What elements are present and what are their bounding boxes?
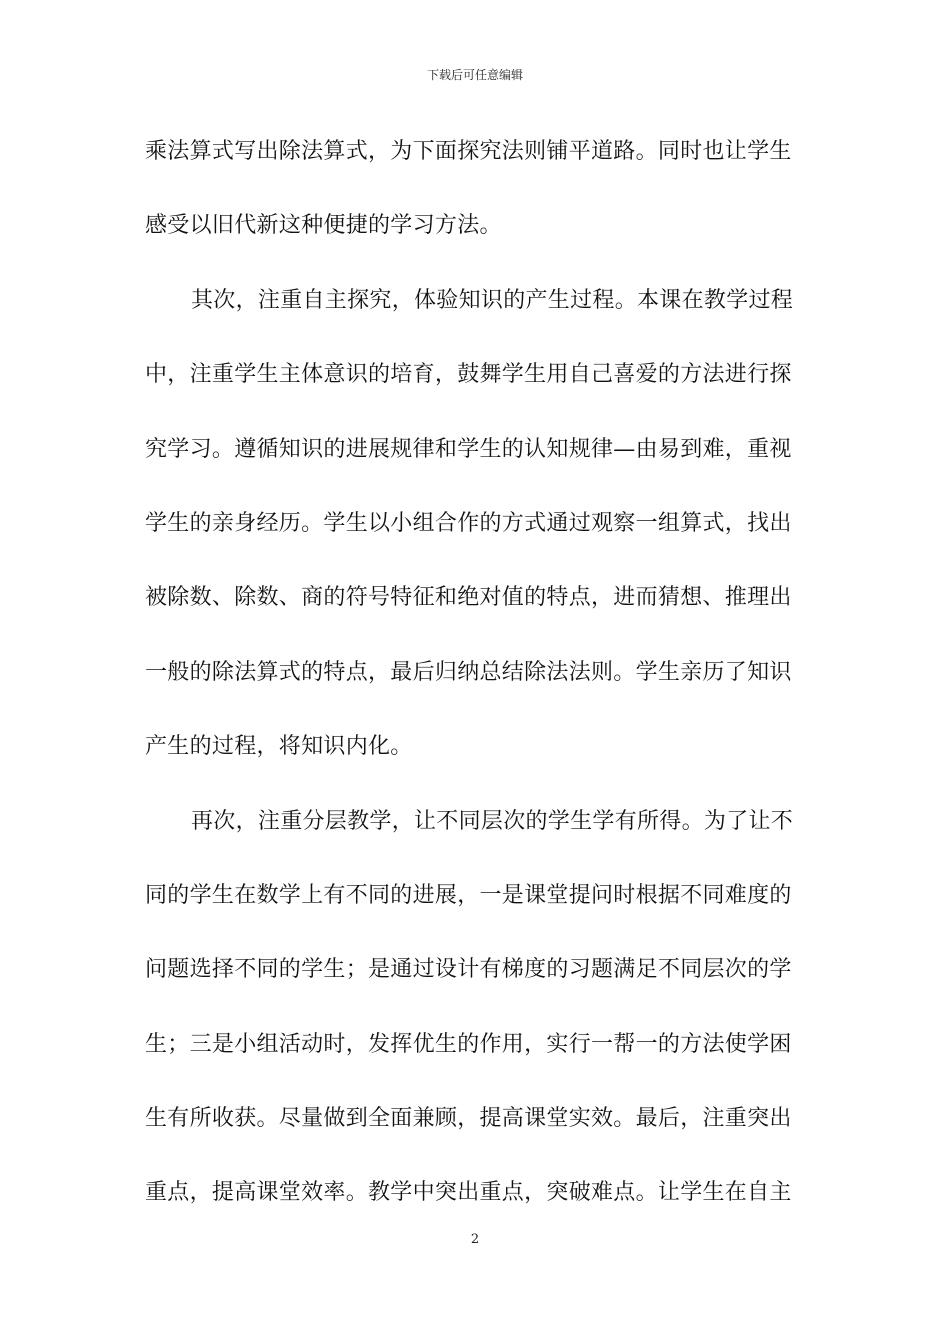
text-line: 被除数、除数、商的符号特征和绝对值的特点，进而猜想、推理出 [145,585,792,611]
text-line: 生；三是小组活动时，发挥优生的作用，实行一帮一的方法使学困 [145,1031,792,1057]
text-line: 问题选择不同的学生；是通过设计有梯度的习题满足不同层次的学 [145,957,792,983]
page-header: 下载后可任意编辑 [426,68,523,82]
text-line: 中，注重学生主体意识的培育，鼓舞学生用自己喜爱的方法进行探 [145,362,792,388]
text-line: 再次，注重分层教学，让不同层次的学生学有所得。为了让不 [191,808,794,834]
text-line: 同的学生在数学上有不同的进展，一是课堂提问时根据不同难度的 [145,882,792,908]
page-number: 2 [470,1232,480,1247]
text-line: 其次，注重自主探究，体验知识的产生过程。本课在教学过程 [191,287,794,313]
text-line: 生有所收获。尽量做到全面兼顾，提高课堂实效。最后，注重突出 [145,1106,792,1132]
text-line: 产生的过程，将知识内化。 [145,734,413,760]
document-body [145,126,807,1242]
text-line: 学生的亲身经历。学生以小组合作的方式通过观察一组算式，找出 [145,510,792,536]
text-line: 感受以旧代新这种便捷的学习方法。 [145,213,502,239]
text-line: 究学习。遵循知识的进展规律和学生的认知规律—由易到难，重视 [145,436,792,462]
text-line: 乘法算式写出除法算式，为下面探究法则铺平道路。同时也让学生 [145,139,792,164]
text-line: 重点，提高课堂效率。教学中突出重点，突破难点。让学生在自主 [145,1180,792,1206]
text-line: 一般的除法算式的特点，最后归纳总结除法法则。学生亲历了知识 [145,659,792,685]
